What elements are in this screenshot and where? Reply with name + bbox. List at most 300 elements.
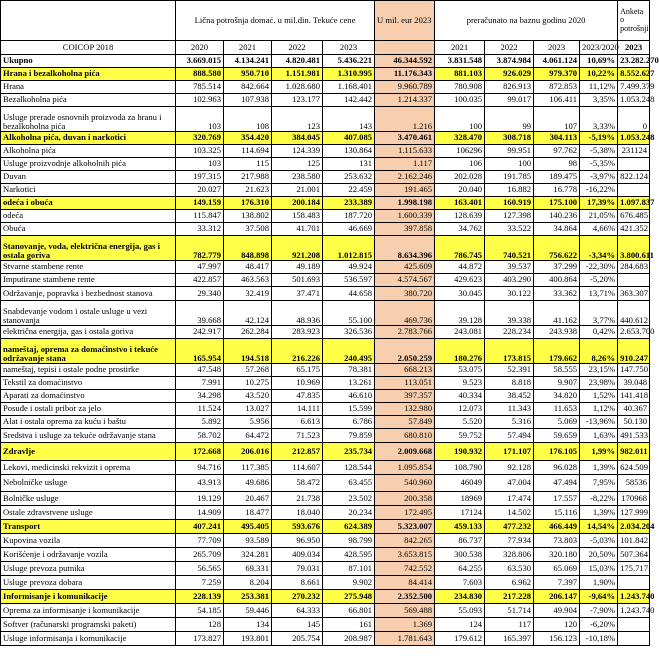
header-blank	[1, 1, 176, 41]
cell-value: 99.951	[485, 145, 534, 158]
cell-value: 94.716	[176, 461, 224, 475]
table-row	[1, 604, 650, 618]
cell-value: 20.234	[323, 506, 375, 520]
cell-value: 14.502	[485, 506, 534, 520]
cell-value: 1.600.339	[375, 210, 435, 223]
cell-value: 172.495	[375, 506, 435, 520]
cell-value: 1.168.401	[323, 81, 375, 94]
cell-value: 11.343	[485, 403, 534, 416]
table-row	[1, 475, 650, 492]
cell-value: 826.913	[485, 81, 534, 94]
cell-value: 132.980	[375, 403, 435, 416]
cell-value	[618, 576, 650, 590]
cell-value: 950.710	[224, 68, 272, 81]
year-header: 2023	[323, 41, 375, 55]
cell-value: 2.352.500	[375, 590, 435, 604]
cell-value: 98.799	[323, 534, 375, 548]
cell-value: 1.053.248	[618, 132, 650, 145]
row-label: Informisanje i komunikacije	[1, 590, 176, 604]
cell-value: 191.785	[485, 171, 534, 184]
cell-value: 41.701	[272, 223, 323, 236]
cell-value: 77.934	[485, 534, 534, 548]
row-label: Ukupno	[1, 55, 176, 68]
table-row	[1, 274, 650, 287]
cell-value: 43.913	[176, 475, 224, 492]
cell-value: 15.599	[323, 403, 375, 416]
cell-value: 175.100	[534, 197, 580, 210]
cell-value: 740.521	[485, 236, 534, 261]
cell-value: 106.411	[534, 94, 580, 107]
cell-value: 2.783.766	[375, 326, 435, 339]
cell-value: 1.012.815	[323, 236, 375, 261]
cell-value: 624.389	[323, 520, 375, 534]
cell-value: 32.419	[224, 287, 272, 301]
cell-value: 6.786	[323, 416, 375, 429]
cell-value: 11,12%	[580, 81, 618, 94]
cell-value: 228.139	[176, 590, 224, 604]
table-row	[1, 68, 650, 81]
row-label: Snabdevanje vodom i ostale usluge u vezi stanovanja	[1, 301, 176, 326]
cell-value: -5,20%	[580, 274, 618, 287]
cell-value: 217.988	[224, 171, 272, 184]
cell-value: 14.111	[272, 403, 323, 416]
cell-value: 49.904	[534, 604, 580, 618]
row-label: Alkoholna pića, duvan i narkotici	[1, 132, 176, 145]
cell-value: 242.917	[176, 326, 224, 339]
cell-value: 238.580	[272, 171, 323, 184]
cell-value: 0,42%	[580, 326, 618, 339]
cell-value: 7,95%	[580, 475, 618, 492]
cell-value: 130.864	[323, 145, 375, 158]
row-label: nameštaj, tepisi i ostale podne prostirke	[1, 364, 176, 377]
cell-value: 10.969	[272, 377, 323, 390]
cell-value: 4.134.241	[224, 55, 272, 68]
cell-value: 172.668	[176, 443, 224, 461]
cell-value: 495.405	[224, 520, 272, 534]
row-label: Stvarne stambene rente	[1, 261, 176, 274]
cell-value: 37.471	[272, 287, 323, 301]
cell-value: 78.381	[323, 364, 375, 377]
cell-value: 108.790	[435, 461, 485, 475]
cell-value: 407.085	[323, 132, 375, 145]
cell-value: 58536	[618, 475, 650, 492]
table-row	[1, 562, 650, 576]
cell-value: 5.520	[435, 416, 485, 429]
cell-value: 23.502	[323, 492, 375, 506]
row-label: nameštaj, oprema za domaćinstvo i tekuće održavanje stana	[1, 339, 176, 364]
cell-value: 79.031	[272, 562, 323, 576]
row-label: Hrana	[1, 81, 176, 94]
cell-value: 57.268	[224, 364, 272, 377]
cell-value: 47.997	[176, 261, 224, 274]
cell-value: 77.709	[176, 534, 224, 548]
cell-value: 328.806	[485, 548, 534, 562]
row-label: Alkoholna pića	[1, 145, 176, 158]
cell-value: 143	[323, 107, 375, 132]
table-row	[1, 461, 650, 475]
cell-value: 910.247	[618, 339, 650, 364]
cell-value: 43.520	[224, 390, 272, 403]
year-header: 2023	[618, 41, 650, 55]
cell-value: 1.095.854	[375, 461, 435, 475]
cell-value: 11.176.343	[375, 68, 435, 81]
table-row	[1, 339, 650, 364]
cell-value: 63.455	[323, 475, 375, 492]
cell-value: -9,64%	[580, 590, 618, 604]
header-coicop: COICOP 2018	[1, 41, 176, 55]
cell-value: 115	[224, 158, 272, 171]
cell-value: 15,03%	[580, 562, 618, 576]
cell-value: 128	[176, 618, 224, 632]
cell-value: 6.962	[485, 576, 534, 590]
row-label: Korišćenje i održavanje vozila	[1, 548, 176, 562]
year-header: 2021	[224, 41, 272, 55]
row-label: Hrana i bezalkoholna pića	[1, 68, 176, 81]
cell-value: 57.494	[485, 429, 534, 443]
cell-value: 2.050.259	[375, 339, 435, 364]
cell-value: 120	[534, 618, 580, 632]
cell-value: 176.310	[224, 197, 272, 210]
cell-value: 4.574.567	[375, 274, 435, 287]
cell-value: 208.987	[323, 632, 375, 646]
table-row	[1, 158, 650, 171]
cell-value: 22.459	[323, 184, 375, 197]
cell-value: 58.702	[176, 429, 224, 443]
cell-value: 17.474	[485, 492, 534, 506]
row-label: Lekovi, medicinski rekvizit i oprema	[1, 461, 176, 475]
cell-value: 14.909	[176, 506, 224, 520]
cell-value: 11.653	[534, 403, 580, 416]
cell-value: 103	[176, 158, 224, 171]
cell-value: 13,71%	[580, 287, 618, 301]
table-row	[1, 403, 650, 416]
table-row	[1, 261, 650, 274]
cell-value: 5.316	[485, 416, 534, 429]
cell-value: 429.623	[435, 274, 485, 287]
cell-value: 7.603	[435, 576, 485, 590]
cell-value: 92.128	[485, 461, 534, 475]
cell-value: 326.536	[323, 326, 375, 339]
cell-value: 58.555	[534, 364, 580, 377]
cell-value: 6.613	[272, 416, 323, 429]
cell-value: -10,18%	[580, 632, 618, 646]
cell-value: 55.093	[435, 604, 485, 618]
cell-value: 2.653.700	[618, 326, 650, 339]
table-row	[1, 94, 650, 107]
row-label: Usluge prevoza putnika	[1, 562, 176, 576]
cell-value: 463.563	[224, 274, 272, 287]
table-row	[1, 184, 650, 197]
cell-value: 507.364	[618, 548, 650, 562]
cell-value: 189.475	[534, 171, 580, 184]
cell-value	[618, 184, 650, 197]
cell-value: 101.842	[618, 534, 650, 548]
cell-value: 100.035	[435, 94, 485, 107]
row-label: Ostale zdravstvene usluge	[1, 506, 176, 520]
cell-value: 123.177	[272, 94, 323, 107]
cell-value: 4,66%	[580, 223, 618, 236]
year-header: 2023/2020	[580, 41, 618, 55]
cell-value: 39.128	[435, 301, 485, 326]
cell-value: 128.544	[323, 461, 375, 475]
cell-value	[618, 618, 650, 632]
cell-value: 397.858	[375, 223, 435, 236]
cell-value: 234.830	[435, 590, 485, 604]
cell-value: 3.470.461	[375, 132, 435, 145]
cell-value: 780.908	[435, 81, 485, 94]
cell-value: 262.284	[224, 326, 272, 339]
row-label: Usluge proizvodnje alkoholnih pića	[1, 158, 176, 171]
row-label: Usluge informisanja i komunikacije	[1, 632, 176, 646]
cell-value: 64.255	[435, 562, 485, 576]
cell-value: 44.658	[323, 287, 375, 301]
row-label: Stanovanje, voda, električna energija, gas i ostala goriva	[1, 236, 176, 261]
cell-value: 128.639	[435, 210, 485, 223]
cell-value: 5.956	[224, 416, 272, 429]
cell-value: 469.736	[375, 301, 435, 326]
cell-value: 1.151.981	[272, 68, 323, 81]
cell-value: 0	[618, 107, 650, 132]
cell-value: 23,98%	[580, 377, 618, 390]
cell-value: 7.991	[176, 377, 224, 390]
cell-value: 20.040	[435, 184, 485, 197]
cell-value: 1,90%	[580, 576, 618, 590]
cell-value: 409.034	[272, 548, 323, 562]
cell-value: 106	[435, 158, 485, 171]
cell-value: 18.040	[272, 506, 323, 520]
table-row	[1, 364, 650, 377]
cell-value: 98	[534, 158, 580, 171]
cell-value: 140.236	[534, 210, 580, 223]
cell-value: 240.495	[323, 339, 375, 364]
cell-value: 142.442	[323, 94, 375, 107]
table-row	[1, 492, 650, 506]
cell-value: 13.027	[224, 403, 272, 416]
cell-value: 100	[485, 158, 534, 171]
row-label: Sredstva i usluge za tekuće održavanje stana	[1, 429, 176, 443]
cell-value: 668.213	[375, 364, 435, 377]
row-label: Duvan	[1, 171, 176, 184]
cell-value: 979.370	[534, 68, 580, 81]
cell-value: 425.609	[375, 261, 435, 274]
cell-value: 320.180	[534, 548, 580, 562]
cell-value: 158.483	[272, 210, 323, 223]
row-label: Održavanje, popravka i bezbednost stanova	[1, 287, 176, 301]
cell-value: 786.745	[435, 236, 485, 261]
cell-value: 179.662	[534, 339, 580, 364]
cell-value: 1.243.740	[618, 590, 650, 604]
cell-value: 56.565	[176, 562, 224, 576]
cell-value: 10.275	[224, 377, 272, 390]
cell-value: 8.204	[224, 576, 272, 590]
cell-value: 477.232	[485, 520, 534, 534]
cell-value: 1,52%	[580, 390, 618, 403]
cell-value: 42.124	[224, 301, 272, 326]
cell-value: 156.123	[534, 632, 580, 646]
cell-value: -5,03%	[580, 534, 618, 548]
cell-value: 37.508	[224, 223, 272, 236]
cell-value: 103.325	[176, 145, 224, 158]
cell-value: 46.344.592	[375, 55, 435, 68]
cell-value: 440.612	[618, 301, 650, 326]
row-label: Usluge prerade osnovnih proizvoda za hranu i bezalkoholna pića	[1, 107, 176, 132]
cell-value: 53.075	[435, 364, 485, 377]
cell-value: 175.717	[618, 562, 650, 576]
cell-value: 1.097.837	[618, 197, 650, 210]
cell-value: -8,22%	[580, 492, 618, 506]
cell-value: 23,15%	[580, 364, 618, 377]
cell-value	[618, 632, 650, 646]
cell-value: 459.133	[435, 520, 485, 534]
table-row	[1, 107, 650, 132]
table-row	[1, 236, 650, 261]
cell-value: 47.494	[534, 475, 580, 492]
cell-value: 193.801	[224, 632, 272, 646]
cell-value: 18.477	[224, 506, 272, 520]
cell-value: 3.800.611	[618, 236, 650, 261]
cell-value: 9.902	[323, 576, 375, 590]
cell-value: 540.960	[375, 475, 435, 492]
cell-value: 12.073	[435, 403, 485, 416]
cell-value: 228.234	[485, 326, 534, 339]
cell-value: 569.488	[375, 604, 435, 618]
cell-value: 1.998.198	[375, 197, 435, 210]
table-row	[1, 416, 650, 429]
cell-value: 161	[323, 618, 375, 632]
row-label: Imputirane stambene rente	[1, 274, 176, 287]
cell-value: 324.281	[224, 548, 272, 562]
cell-value: 2.009.668	[375, 443, 435, 461]
table-row	[1, 520, 650, 534]
cell-value: 275.948	[323, 590, 375, 604]
cell-value: 113.051	[375, 377, 435, 390]
cell-value: 134	[224, 618, 272, 632]
cell-value: 4.061.124	[534, 55, 580, 68]
table-row	[1, 301, 650, 326]
cell-value: 84.414	[375, 576, 435, 590]
cell-value: 3,77%	[580, 301, 618, 326]
cell-value: 102.963	[176, 94, 224, 107]
cell-value: 680.810	[375, 429, 435, 443]
cell-value: 785.514	[176, 81, 224, 94]
header-survey: Anketa o potrošnji	[618, 1, 650, 41]
cell-value: 16.882	[485, 184, 534, 197]
cell-value: 19.129	[176, 492, 224, 506]
cell-value: 3,33%	[580, 107, 618, 132]
cell-value: 888.580	[176, 68, 224, 81]
cell-value: 206.147	[534, 590, 580, 604]
cell-value: 1.115.633	[375, 145, 435, 158]
cell-value: 17,39%	[580, 197, 618, 210]
cell-value: -16,22%	[580, 184, 618, 197]
cell-value: 124	[435, 618, 485, 632]
cell-value: 47.548	[176, 364, 224, 377]
table-row	[1, 548, 650, 562]
cell-value: 3.831.548	[435, 55, 485, 68]
row-label: Transport	[1, 520, 176, 534]
cell-value: 173.815	[485, 339, 534, 364]
cell-value: 1,63%	[580, 429, 618, 443]
cell-value: 5.323.007	[375, 520, 435, 534]
cell-value: 46.610	[323, 390, 375, 403]
cell-value: 108	[224, 107, 272, 132]
cell-value: 1,39%	[580, 461, 618, 475]
cell-value: 58.472	[272, 475, 323, 492]
cell-value: 3.669.015	[176, 55, 224, 68]
cell-value: 54.185	[176, 604, 224, 618]
cell-value: 284.683	[618, 261, 650, 274]
cell-value: 87.101	[323, 562, 375, 576]
row-label: Usluge prevoza dobara	[1, 576, 176, 590]
cell-value: 141.418	[618, 390, 650, 403]
row-label: Oprema za informisanje i komunikacije	[1, 604, 176, 618]
cell-value: 179.612	[435, 632, 485, 646]
cell-value: 3.874.984	[485, 55, 534, 68]
cell-value: 33.362	[534, 287, 580, 301]
table-row	[1, 618, 650, 632]
cell-value: 65.175	[272, 364, 323, 377]
cell-value: 216.226	[272, 339, 323, 364]
row-label: odeća i obuća	[1, 197, 176, 210]
cell-value: 107.938	[224, 94, 272, 107]
cell-value: 1.214.337	[375, 94, 435, 107]
cell-value: 4.820.481	[272, 55, 323, 68]
cell-value: 50.130	[618, 416, 650, 429]
cell-value: 8.552.627	[618, 68, 650, 81]
table-row	[1, 145, 650, 158]
cell-value: 466.449	[534, 520, 580, 534]
cell-value: 926.029	[485, 68, 534, 81]
cell-value: -5,35%	[580, 158, 618, 171]
cell-value: 842.664	[224, 81, 272, 94]
cell-value: 64.333	[272, 604, 323, 618]
row-label: Obuća	[1, 223, 176, 236]
cell-value: 14,54%	[580, 520, 618, 534]
cell-value: 217.228	[485, 590, 534, 604]
table-row	[1, 506, 650, 520]
cell-value: 243.938	[534, 326, 580, 339]
cell-value: 46049	[435, 475, 485, 492]
cell-value: 205.754	[272, 632, 323, 646]
cell-value: 39.668	[176, 301, 224, 326]
table-row	[1, 377, 650, 390]
cell-value: 63.530	[485, 562, 534, 576]
cell-value: -22,30%	[580, 261, 618, 274]
cell-value: 33.312	[176, 223, 224, 236]
cell-value: 2.162.246	[375, 171, 435, 184]
cell-value: 41.162	[534, 301, 580, 326]
table-row	[1, 223, 650, 236]
cell-value: 1,99%	[580, 443, 618, 461]
table-row	[1, 81, 650, 94]
cell-value: 848.898	[224, 236, 272, 261]
cell-value: 872.853	[534, 81, 580, 94]
table-row	[1, 429, 650, 443]
cell-value: 115.847	[176, 210, 224, 223]
row-label: Zdravlje	[1, 443, 176, 461]
cell-value: 1.369	[375, 618, 435, 632]
cell-value: 421.352	[618, 223, 650, 236]
cell-value: 17.557	[534, 492, 580, 506]
cell-value: 212.857	[272, 443, 323, 461]
cell-value: 328.470	[435, 132, 485, 145]
cell-value: 200.358	[375, 492, 435, 506]
cell-value: 20,50%	[580, 548, 618, 562]
cell-value: 21.623	[224, 184, 272, 197]
cell-value: 125	[272, 158, 323, 171]
row-label: Softver (računarski programski paketi)	[1, 618, 176, 632]
year-header: 2023	[534, 41, 580, 55]
